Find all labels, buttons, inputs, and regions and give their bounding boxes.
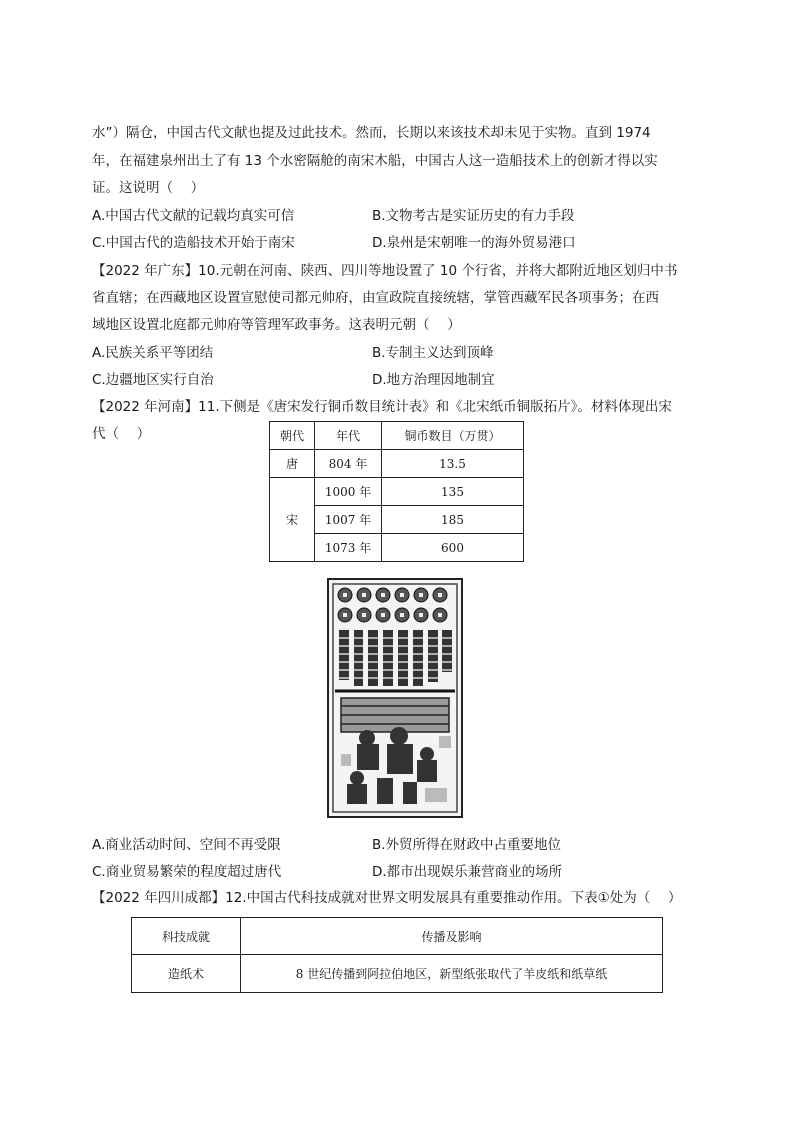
q12-text-line-1: 【2022 年四川成都】12.中国古代科技成就对世界文明发展具有重要推动作用。下表①处为（ ） xyxy=(92,890,682,906)
table-cell-year: 1073 年 xyxy=(315,534,382,562)
table-cell-year: 1000 年 xyxy=(315,478,382,506)
table-header-cell: 科技成就 xyxy=(132,918,241,955)
q11-option-b: B.外贸所得在财政中占重要地位 xyxy=(372,837,562,853)
table-cell-year: 804 年 xyxy=(315,450,382,478)
table-header-cell: 传播及影响 xyxy=(241,918,663,955)
coin-statistics-table xyxy=(269,421,524,562)
q11-option-a: A.商业活动时间、空间不再受限 xyxy=(92,837,281,853)
q10-option-c: C.边疆地区实行自治 xyxy=(92,372,214,388)
q10-text-line-2: 省直辖；在西藏地区设置宣慰使司都元帅府，由宣政院直接统辖，掌管西藏军民各项事务；在西 xyxy=(92,290,659,306)
q9-option-a: A.中国古代文献的记载均真实可信 xyxy=(92,208,295,224)
q9-option-c: C.中国古代的造船技术开始于南宋 xyxy=(92,235,295,251)
banknote-rubbing-image xyxy=(327,578,463,818)
tech-achievements-table xyxy=(131,917,663,993)
table-cell-year: 1007 年 xyxy=(315,506,382,534)
table-row xyxy=(132,955,663,993)
table-cell-amount: 185 xyxy=(382,506,524,534)
q11-option-c: C.商业贸易繁荣的程度超过唐代 xyxy=(92,864,282,880)
table-cell-influence: 8 世纪传播到阿拉伯地区，新型纸张取代了羊皮纸和纸草纸 xyxy=(241,955,663,993)
table-cell-dynasty: 宋 xyxy=(270,478,315,562)
q10-text-line-3: 域地区设置北庭都元帅府等管理军政事务。这表明元朝（ ） xyxy=(92,317,461,333)
table-header-row xyxy=(270,422,524,450)
q11-text-line-1: 【2022 年河南】11.下侧是《唐宋发行铜币数目统计表》和《北宋纸币铜版拓片》。材料体现出宋 xyxy=(92,399,672,415)
table-cell-amount: 135 xyxy=(382,478,524,506)
q9-text-line-1: 水”）隔仓，中国古代文献也提及过此技术。然而，长期以来该技术却未见于实物。直到 1974 xyxy=(92,125,651,141)
q9-option-d: D.泉州是宋朝唯一的海外贸易港口 xyxy=(372,235,576,251)
q10-text-line-1: 【2022 年广东】10.元朝在河南、陕西、四川等地设置了 10 个行省，并将大都附近地区划归中书 xyxy=(92,263,678,279)
table-header-cell: 铜币数目（万贯） xyxy=(382,422,524,450)
table-header-row xyxy=(132,918,663,955)
q10-option-a: A.民族关系平等团结 xyxy=(92,345,214,361)
table-cell-achievement: 造纸术 xyxy=(132,955,241,993)
table-cell-amount: 13.5 xyxy=(382,450,524,478)
table-row xyxy=(270,450,524,478)
q9-text-line-3: 证。这说明（ ） xyxy=(92,180,205,196)
q9-option-b: B.文物考古是实证历史的有力手段 xyxy=(372,208,575,224)
q10-option-b: B.专制主义达到顶峰 xyxy=(372,345,494,361)
table-cell-amount: 600 xyxy=(382,534,524,562)
q9-text-line-2: 年，在福建泉州出土了有 13 个水密隔舱的南宋木船，中国古人这一造船技术上的创新才得以实 xyxy=(92,153,658,169)
table-header-cell: 年代 xyxy=(315,422,382,450)
table-row xyxy=(270,478,524,506)
q11-option-d: D.都市出现娱乐兼营商业的场所 xyxy=(372,864,563,880)
table-header-cell: 朝代 xyxy=(270,422,315,450)
q11-text-line-2b: 代（ ） xyxy=(92,426,151,442)
table-cell-dynasty: 唐 xyxy=(270,450,315,478)
q10-option-d: D.地方治理因地制宜 xyxy=(372,372,495,388)
